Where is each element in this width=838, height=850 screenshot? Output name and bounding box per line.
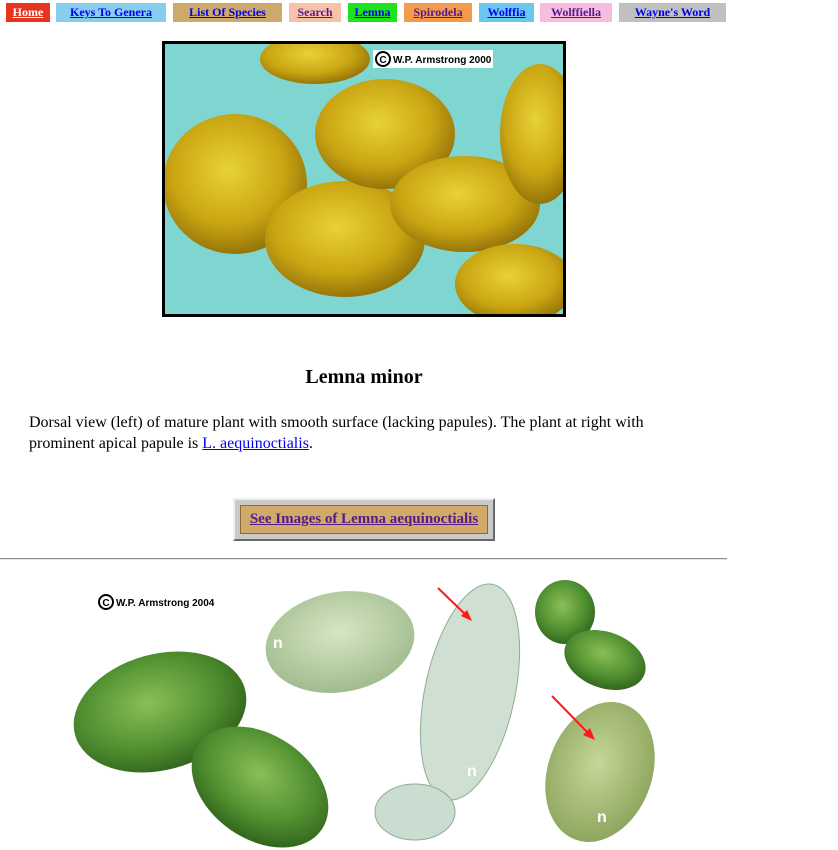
- nav-spirodela[interactable]: Spirodela: [404, 3, 472, 22]
- page-title: Lemna minor: [305, 366, 423, 388]
- nav-list-of-species[interactable]: List Of Species: [173, 3, 282, 22]
- photo1-copyright: W.P. Armstrong 2000: [393, 55, 492, 66]
- node-label-1: n: [273, 635, 283, 652]
- nav-home[interactable]: Home: [6, 3, 50, 22]
- nav-keys-to-genera[interactable]: Keys To Genera: [56, 3, 166, 22]
- divider: [0, 558, 727, 560]
- lemna-fronds-comparison-photo: [60, 572, 680, 850]
- see-images-button-frame: [233, 498, 495, 541]
- caption-body: Dorsal view (left) of mature plant with smooth surface (lacking papules). The plant at right with prominent apical papule is: [29, 414, 644, 452]
- photo2-copyright: W.P. Armstrong 2004: [116, 598, 215, 609]
- lemna-minor-photo: [162, 41, 566, 317]
- svg-text:C: C: [379, 55, 387, 66]
- node-label-2: n: [467, 763, 477, 780]
- nav-search[interactable]: Search: [289, 3, 341, 22]
- nav-waynes-word[interactable]: Wayne's Word: [619, 3, 726, 22]
- see-images-button[interactable]: See Images of Lemna aequinoctialis: [240, 505, 488, 534]
- nav-wolffia[interactable]: Wolffia: [479, 3, 534, 22]
- caption-text: [29, 412, 709, 454]
- link-l-aequinoctialis[interactable]: L. aequinoctialis: [202, 435, 309, 452]
- node-label-3: n: [597, 809, 607, 826]
- caption-end: .: [308, 435, 313, 452]
- svg-text:C: C: [102, 598, 110, 609]
- top-nav: [0, 3, 838, 22]
- nav-lemna[interactable]: Lemna: [348, 3, 397, 22]
- nav-wolffiella[interactable]: Wolffiella: [540, 3, 612, 22]
